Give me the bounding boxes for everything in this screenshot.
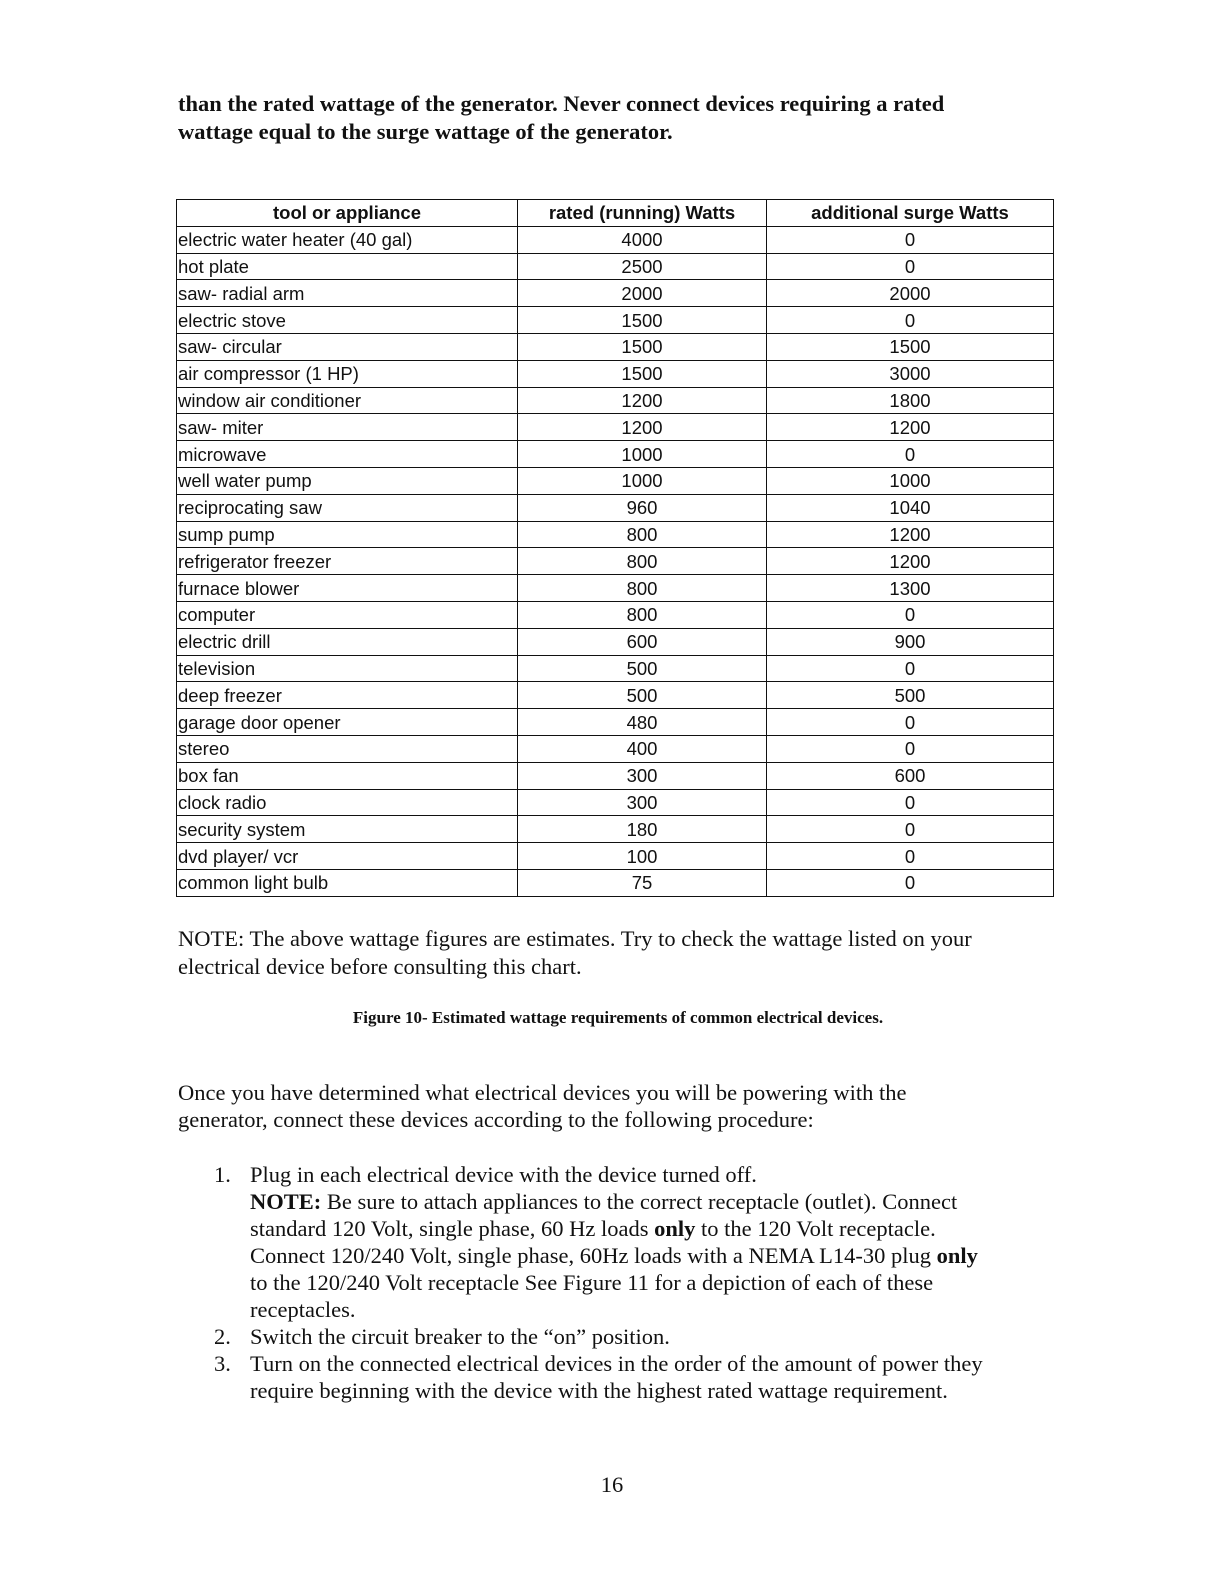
appliance-name-cell: deep freezer [177,682,518,709]
table-row [177,253,1054,280]
rated-watts-cell: 600 [518,628,767,655]
step-2-number: 2. [214,1324,231,1349]
appliance-name-cell: clock radio [177,789,518,816]
rated-watts-cell: 800 [518,575,767,602]
appliance-name-cell: microwave [177,441,518,468]
step-1-note-text-2: standard 120 Volt, single phase, 60 Hz loads [250,1216,655,1241]
table-row [177,521,1054,548]
step-1-note-text-3: to the 120 Volt receptacle. [695,1216,936,1241]
table-row [177,226,1054,253]
surge-watts-cell: 2000 [767,280,1054,307]
rated-watts-cell: 300 [518,789,767,816]
surge-watts-cell: 0 [767,601,1054,628]
rated-watts-cell: 800 [518,548,767,575]
table-row [177,441,1054,468]
step-1-note-text-5: to the 120/240 Volt receptacle See Figure 11 for a depiction of each of these [250,1270,934,1295]
table-body [177,226,1054,896]
header-rated-watts: rated (running) Watts [518,200,767,227]
appliance-name-cell: furnace blower [177,575,518,602]
rated-watts-cell: 180 [518,816,767,843]
step-3-text-1: Turn on the connected electrical devices in the order of the amount of power they [250,1351,983,1376]
table-row [177,682,1054,709]
table-row [177,414,1054,441]
step-1-note-text-4: Connect 120/240 Volt, single phase, 60Hz loads with a NEMA L14-30 plug [250,1243,937,1268]
procedure-intro [178,1079,1058,1133]
surge-watts-cell: 1200 [767,548,1054,575]
table-note [178,925,1058,981]
note-line-2: electrical device before consulting this chart. [178,954,582,979]
step-1-note-text-6: receptacles. [250,1297,356,1322]
rated-watts-cell: 500 [518,655,767,682]
page-number: 16 [600,1472,624,1497]
rated-watts-cell: 1500 [518,307,767,334]
surge-watts-cell: 1000 [767,467,1054,494]
step-3-text-2: require beginning with the device with the highest rated wattage requirement. [250,1378,948,1403]
step-1-note-text-1: Be sure to attach appliances to the correct receptacle (outlet). Connect [321,1189,958,1214]
intro-warning-text [178,90,1058,146]
surge-watts-cell: 1200 [767,521,1054,548]
surge-watts-cell: 0 [767,789,1054,816]
table-row [177,494,1054,521]
surge-watts-cell: 0 [767,869,1054,896]
step-1-only-emphasis-1: only [654,1216,696,1241]
surge-watts-cell: 600 [767,762,1054,789]
rated-watts-cell: 100 [518,843,767,870]
procedure-steps [200,1161,1060,1404]
appliance-name-cell: air compressor (1 HP) [177,360,518,387]
step-3-number: 3. [214,1351,231,1376]
appliance-name-cell: television [177,655,518,682]
rated-watts-cell: 1000 [518,441,767,468]
intro-line-2: wattage equal to the surge wattage of the generator. [178,119,673,144]
step-1 [200,1161,1060,1323]
rated-watts-cell: 300 [518,762,767,789]
appliance-name-cell: saw- miter [177,414,518,441]
surge-watts-cell: 0 [767,253,1054,280]
table-row [177,762,1054,789]
table-row [177,869,1054,896]
rated-watts-cell: 4000 [518,226,767,253]
surge-watts-cell: 1200 [767,414,1054,441]
step-2 [200,1323,1060,1350]
rated-watts-cell: 1500 [518,360,767,387]
figure-caption: Figure 10- Estimated wattage requirements of common electrical devices. [352,1008,884,1027]
table-row [177,735,1054,762]
step-1-number: 1. [214,1162,231,1187]
surge-watts-cell: 1300 [767,575,1054,602]
header-tool-or-appliance: tool or appliance [177,200,518,227]
rated-watts-cell: 800 [518,521,767,548]
surge-watts-cell: 0 [767,307,1054,334]
table-row [177,575,1054,602]
appliance-name-cell: hot plate [177,253,518,280]
step-2-text: Switch the circuit breaker to the “on” position. [250,1324,670,1349]
table-row [177,789,1054,816]
step-1-note-label: NOTE: [250,1189,322,1214]
surge-watts-cell: 0 [767,735,1054,762]
table-row [177,601,1054,628]
table-row [177,816,1054,843]
appliance-name-cell: dvd player/ vcr [177,843,518,870]
table-row [177,467,1054,494]
rated-watts-cell: 480 [518,709,767,736]
header-surge-watts: additional surge Watts [767,200,1054,227]
rated-watts-cell: 1000 [518,467,767,494]
table-row [177,843,1054,870]
appliance-name-cell: window air conditioner [177,387,518,414]
surge-watts-cell: 1800 [767,387,1054,414]
appliance-name-cell: electric stove [177,307,518,334]
surge-watts-cell: 1040 [767,494,1054,521]
surge-watts-cell: 0 [767,843,1054,870]
step-1-only-emphasis-2: only [936,1243,978,1268]
procedure-intro-line-2: generator, connect these devices according to the following procedure: [178,1107,814,1132]
surge-watts-cell: 0 [767,226,1054,253]
appliance-name-cell: electric drill [177,628,518,655]
appliance-name-cell: saw- circular [177,333,518,360]
table-row [177,280,1054,307]
appliance-name-cell: security system [177,816,518,843]
rated-watts-cell: 960 [518,494,767,521]
rated-watts-cell: 1200 [518,414,767,441]
appliance-name-cell: sump pump [177,521,518,548]
table-row [177,548,1054,575]
appliance-name-cell: box fan [177,762,518,789]
intro-line-1: than the rated wattage of the generator. Never connect devices requiring a rated [178,91,945,116]
rated-watts-cell: 800 [518,601,767,628]
table-row [177,709,1054,736]
rated-watts-cell: 500 [518,682,767,709]
surge-watts-cell: 1500 [767,333,1054,360]
surge-watts-cell: 0 [767,441,1054,468]
appliance-name-cell: saw- radial arm [177,280,518,307]
appliance-name-cell: garage door opener [177,709,518,736]
note-line-1: NOTE: The above wattage figures are estimates. Try to check the wattage listed on your [178,926,972,951]
surge-watts-cell: 500 [767,682,1054,709]
surge-watts-cell: 0 [767,816,1054,843]
step-1-text: Plug in each electrical device with the device turned off. [250,1162,757,1187]
table-row [177,307,1054,334]
table-row [177,333,1054,360]
appliance-name-cell: common light bulb [177,869,518,896]
rated-watts-cell: 1200 [518,387,767,414]
rated-watts-cell: 2000 [518,280,767,307]
step-3 [200,1350,1060,1404]
surge-watts-cell: 900 [767,628,1054,655]
procedure-intro-line-1: Once you have determined what electrical devices you will be powering with the [178,1080,907,1105]
appliance-name-cell: electric water heater (40 gal) [177,226,518,253]
appliance-name-cell: reciprocating saw [177,494,518,521]
rated-watts-cell: 75 [518,869,767,896]
table-row [177,387,1054,414]
table-row [177,628,1054,655]
appliance-name-cell: well water pump [177,467,518,494]
appliance-name-cell: refrigerator freezer [177,548,518,575]
rated-watts-cell: 2500 [518,253,767,280]
appliance-name-cell: stereo [177,735,518,762]
wattage-table [176,199,1054,897]
table-row [177,360,1054,387]
surge-watts-cell: 3000 [767,360,1054,387]
rated-watts-cell: 400 [518,735,767,762]
surge-watts-cell: 0 [767,709,1054,736]
rated-watts-cell: 1500 [518,333,767,360]
surge-watts-cell: 0 [767,655,1054,682]
table-row [177,655,1054,682]
table-header-row [177,200,1054,227]
appliance-name-cell: computer [177,601,518,628]
